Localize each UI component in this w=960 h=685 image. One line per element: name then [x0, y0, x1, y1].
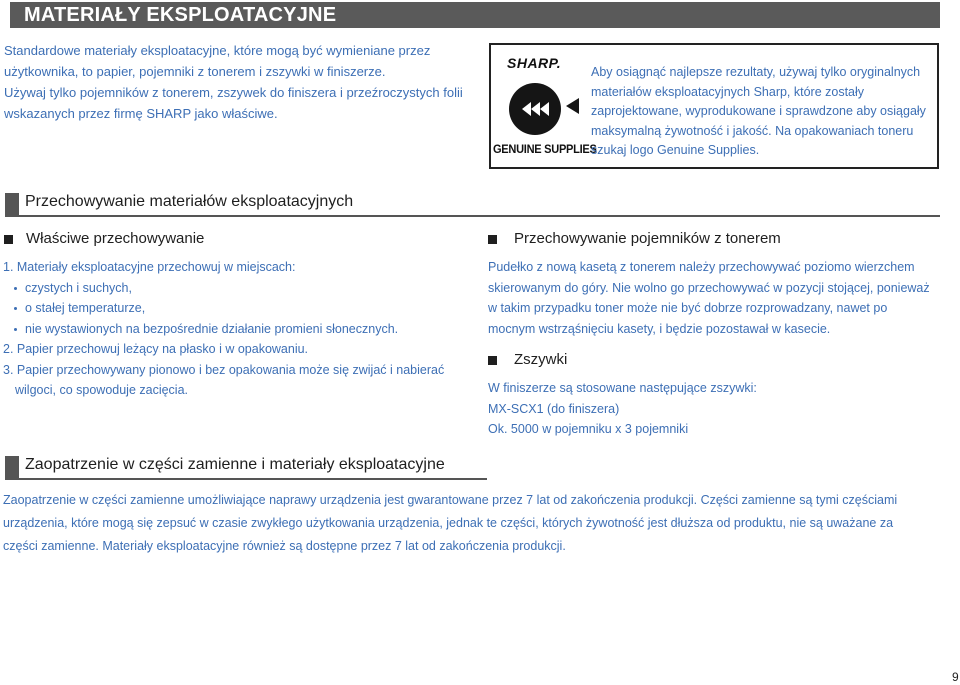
- genuine-text-line: zaprojektowane, wyprodukowane i sprawdzone aby osiągały: [591, 104, 926, 118]
- intro-line: wskazanych przez firmę SHARP jako właściwe.: [4, 106, 278, 121]
- staples-text: [488, 378, 948, 440]
- toner-storage-header: [488, 230, 928, 250]
- parts-section-title: Zaopatrzenie w części zamienne i materiały eksploatacyjne: [25, 456, 445, 473]
- genuine-supplies-box: [489, 43, 939, 169]
- proper-storage-title: Właściwe przechowywanie: [26, 230, 205, 247]
- proper-storage-list: [3, 257, 473, 401]
- list-item: o stałej temperaturze,: [3, 298, 473, 319]
- genuine-supplies-text: [591, 63, 936, 161]
- text-line: mocnym wstrząśnięciu kasety, i będzie pozostawał w kasecie.: [488, 321, 831, 336]
- intro-paragraph: [4, 40, 474, 124]
- list-item: nie wystawionych na bezpośrednie działanie promieni słonecznych.: [3, 319, 473, 340]
- square-bullet-icon: [4, 235, 13, 244]
- text-line: Zaopatrzenie w części zamienne umożliwiające naprawy urządzenia jest gwarantowane przez 7 lat od zakończenia produkcji. Części zamienne są tymi częściami: [3, 493, 898, 507]
- list-item: czystych i suchych,: [3, 278, 473, 299]
- section-rule: [5, 215, 940, 217]
- toner-storage-title: Przechowywanie pojemników z tonerem: [514, 230, 781, 247]
- text-line: części zamienne. Materiały eksploatacyjne również są dostępne przez 7 lat od zakończenia produkcji.: [3, 539, 566, 553]
- genuine-text-line: Aby osiągnąć najlepsze rezultaty, używaj tylko oryginalnych: [591, 65, 921, 79]
- list-item: wilgoci, co spowoduje zacięcia.: [15, 383, 189, 397]
- staples-title: Zszywki: [514, 351, 568, 368]
- list-item: 2. Papier przechowuj leżący na płasko i w opakowaniu.: [3, 342, 309, 356]
- text-line: urządzenia, które mogą się zepsuć w czasie zwykłego użytkowania urządzenia, jednak te części, których żywotność jest dłuższa od produktu, nie są uważane za: [3, 516, 894, 530]
- genuine-text-line: materiałów eksploatacyjnych Sharp, które zostały: [591, 84, 865, 99]
- genuine-supplies-logo-icon: [509, 83, 561, 135]
- title-bar: [10, 2, 940, 28]
- text-line: Ok. 5000 w pojemniku x 3 pojemniki: [488, 422, 689, 436]
- list-item: 3. Papier przechowywany pionowo i bez opakowania może się zwijać i nabierać: [3, 362, 445, 377]
- text-line: MX-SCX1 (do finiszera): [488, 401, 620, 416]
- pointer-triangle-icon: [566, 98, 579, 114]
- parts-section-text: [3, 489, 953, 558]
- storage-section-header: [5, 193, 940, 217]
- genuine-text-line: szukaj logo Genuine Supplies.: [591, 143, 760, 157]
- intro-line: Standardowe materiały eksploatacyjne, które mogą być wymieniane przez: [4, 43, 431, 58]
- section-marker: [5, 456, 19, 478]
- staples-header: [488, 351, 688, 371]
- toner-storage-text: [488, 257, 948, 339]
- square-bullet-icon: [488, 356, 497, 365]
- list-item: 1. Materiały eksploatacyjne przechowuj w miejscach:: [3, 260, 296, 274]
- intro-line: użytkownika, to papier, pojemniki z tonerem i zszywki w finiszerze.: [4, 64, 386, 79]
- page-number: 9: [952, 670, 959, 684]
- storage-section-title: Przechowywanie materiałów eksploatacyjnych: [25, 193, 354, 210]
- genuine-supplies-caption: GENUINE SUPPLIES: [493, 142, 597, 156]
- text-line: W finiszerze są stosowane następujące zszywki:: [488, 381, 757, 395]
- text-line: Pudełko z nową kasetą z tonerem należy przechowywać poziomo wierzchem: [488, 260, 915, 274]
- genuine-text-line: maksymalną żywotność i jakość. Na opakowaniach toneru: [591, 123, 914, 138]
- page-title: MATERIAŁY EKSPLOATACYJNE: [24, 4, 337, 26]
- parts-section-header: [5, 456, 495, 480]
- square-bullet-icon: [488, 235, 497, 244]
- intro-line: Używaj tylko pojemników z tonerem, zszywek do finiszera i przeźroczystych folii: [4, 85, 463, 100]
- proper-storage-header: [4, 230, 404, 250]
- section-marker: [5, 193, 19, 215]
- sharp-logo: SHARP.: [507, 55, 562, 71]
- section-rule: [5, 478, 487, 480]
- text-line: w takim przypadku toner może nie być dobrze rozprowadzany, nawet po: [488, 301, 888, 315]
- text-line: skierowanym do góry. Nie wolno go przechowywać w pozycji stojącej, ponieważ: [488, 280, 930, 295]
